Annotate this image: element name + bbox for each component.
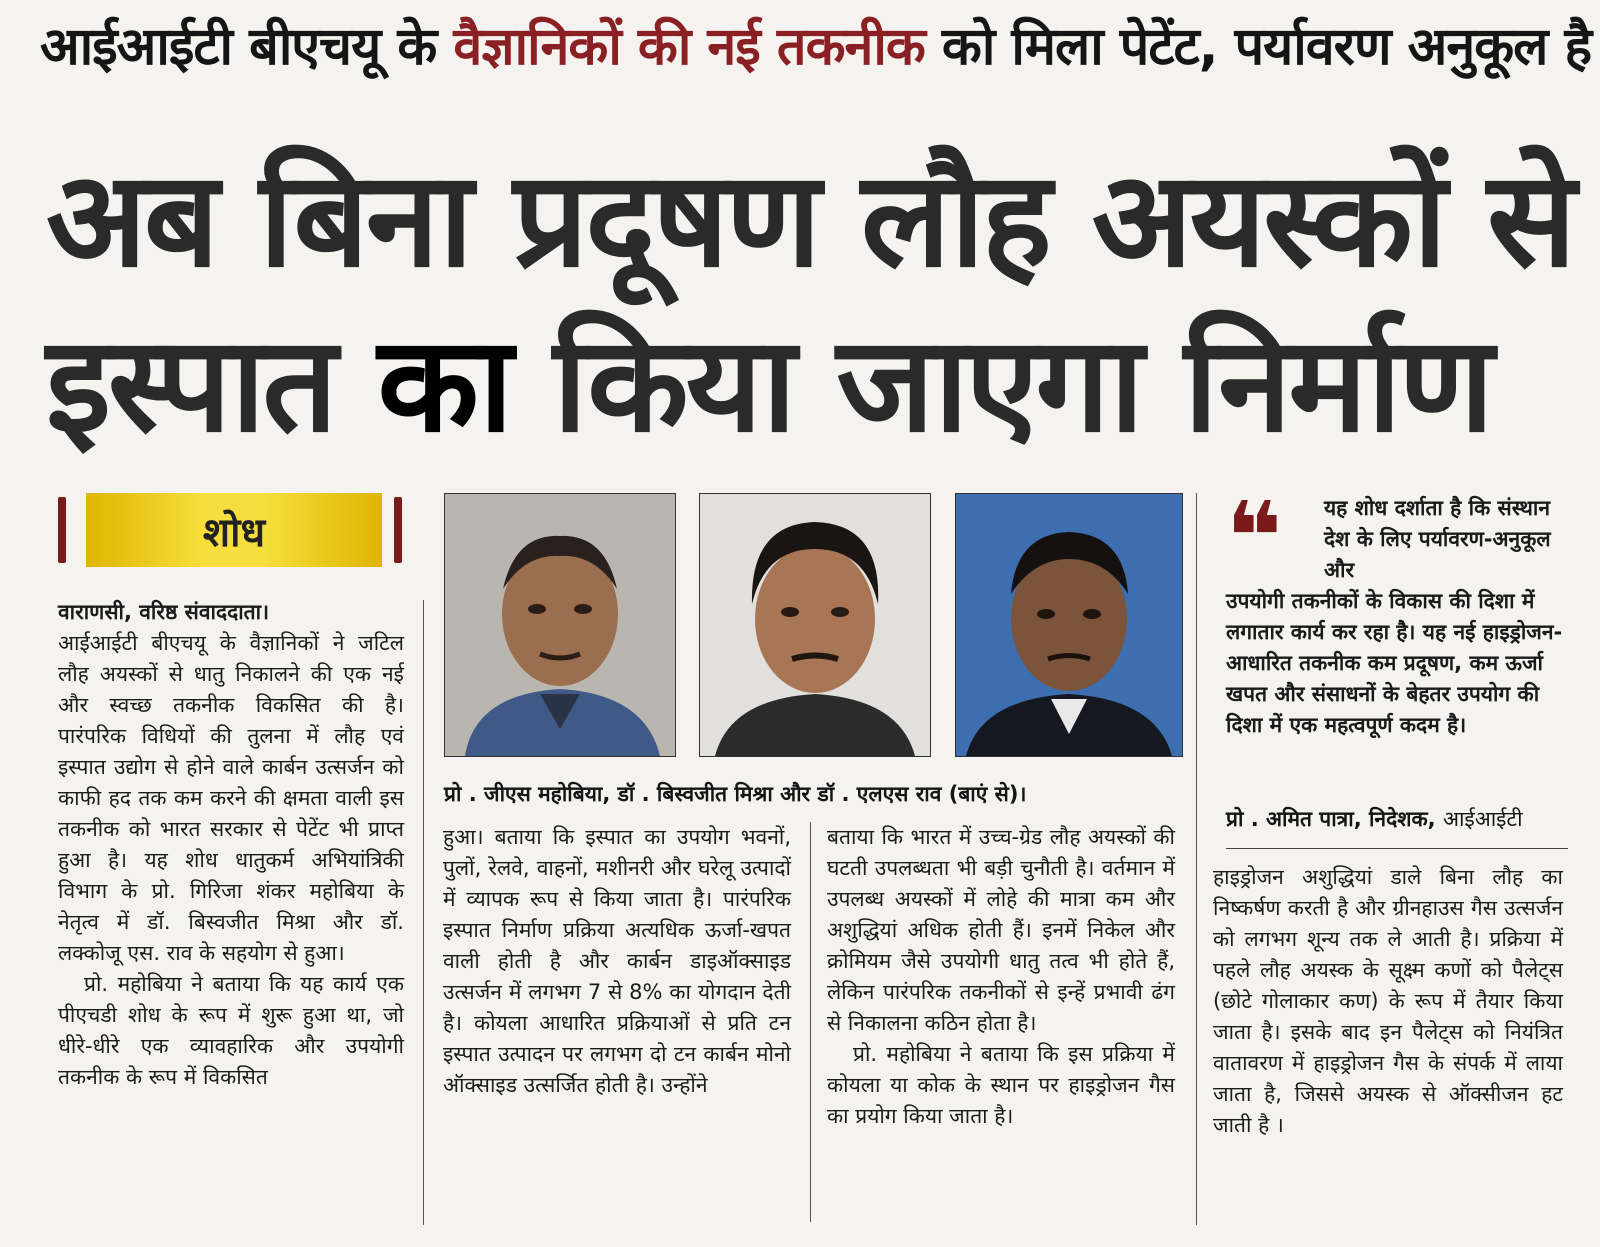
column2-paragraph1: हुआ। बताया कि इस्पात का उपयोग भवनों, पुलों, रेलवे, वाहनों, मशीनरी और घरेलू उत्पादों में व्यापक रूप से किया जाता है। पारंपरिक इस्पात निर्माण प्रक्रिया अत्यधिक ऊर्जा-खपत वाली होती है और कार्बन डाइऑक्साइड उत्सर्जन में लगभग 7 से 8% का योगदान देती है। कोयला आधारित प्रक्रियाओं से प्रति टन इस्पात उत्पादन पर लगभग दो टन कार्बन मोनो ऑक्साइड उत्सर्जित होती है। उन्होंने xyxy=(443,825,791,1097)
main-headline-line1: अब बिना प्रदूषण लौह अयस्कों से xyxy=(46,143,1574,297)
headline-line2-part-a: इस्पात xyxy=(46,308,378,462)
column3-paragraph1: बताया कि भारत में उच्च-ग्रेड लौह अयस्कों की घटती उपलब्धता भी बड़ी चुनौती है। वर्तमान में उपलब्ध अयस्कों में लोहे की मात्रा कम और अशुद्धियां अधिक होती हैं। इनमें निकेल और क्रोमियम जैसे उपयोगी धातु तत्व भी होते हैं, लेकिन पारंपरिक तकनीकों से इन्हें प्रभावी ढंग से निकालना कठिन होता है। xyxy=(827,825,1175,1035)
portrait-1-image xyxy=(445,494,675,756)
article-column-3 xyxy=(827,822,1175,1222)
headline-line2-part-c: किया जाएगा निर्माण xyxy=(510,308,1491,462)
quote-divider xyxy=(1226,848,1568,849)
article-column-4 xyxy=(1213,862,1563,1232)
kicker-part3: को मिला पेटेंट, पर्यावरण अनुकूल है xyxy=(924,17,1592,77)
quote-mark-icon: ❝ xyxy=(1226,481,1271,593)
quote-text xyxy=(1226,481,1566,741)
portrait-3-image xyxy=(956,494,1182,756)
photo-caption: प्रो . जीएस महोबिया, डॉ . बिस्वजीत मिश्रा और डॉ . एलएस राव (बाएं से)। xyxy=(444,782,1027,806)
pull-quote xyxy=(1226,481,1571,838)
tag-label: शोध xyxy=(202,509,266,556)
article-column-2 xyxy=(443,822,791,1222)
quote-lead: यह शोध दर्शाता है कि संस्थान देश के लिए पर्यावरण-अनुकूल और xyxy=(1324,496,1551,582)
tag-box xyxy=(86,493,382,567)
tag-right-bar xyxy=(394,497,402,563)
headline-line2-part-b: का xyxy=(377,308,511,462)
quote-author: प्रो . अमित पात्रा, निदेशक, xyxy=(1226,807,1443,831)
section-tag xyxy=(58,493,408,567)
kicker-part1: आईआईटी बीएचयू के xyxy=(40,17,454,77)
column1-paragraph1: आईआईटी बीएचयू के वैज्ञानिकों ने जटिल लौह अयस्कों से धातु निकालने की एक नई और स्वच्छ तकनीक विकसित की है। पारंपरिक विधियों की तुलना में लौह एवं इस्पात उद्योग से होने वाले कार्बन उत्सर्जन को काफी हद तक कम करने की क्षमता वाली इस तकनीक को भारत सरकार से पेटेंट भी प्राप्त हुआ है। यह शोध धातुकर्म अभियांत्रिकी विभाग के प्रो. गिरिजा शंकर महोबिया के नेतृत्व में डॉ. बिस्वजीत मिश्रा और डॉ. लक्कोजू एस. राव के सहयोग से हुआ। xyxy=(58,631,404,965)
kicker-part2: वैज्ञानिकों की नई तकनीक xyxy=(453,17,925,77)
main-headline-line2 xyxy=(46,300,1556,470)
column1-paragraph2: प्रो. महोबिया ने बताया कि यह कार्य एक पीएचडी शोध के रूप में शुरू हुआ था, जो धीरे-धीरे एक व्यावहारिक और उपयोगी तकनीक के रूप में विकसित xyxy=(58,972,404,1089)
column4-paragraph1: हाइड्रोजन अशुद्धियां डाले बिना लौह का निष्कर्षण करती है और ग्रीनहाउस गैस उत्सर्जन को लगभग शून्य तक ले आती है। प्रक्रिया में पहले लौह अयस्क के सूक्ष्म कणों को पैलेट्स (छोटे गोलाकार कण) के रूप में तैयार किया जाता है। इसके बाद इन पैलेट्स को नियंत्रित वातावरण में हाइड्रोजन गैस के संपर्क में लाया जाता है, जिससे अयस्क से ऑक्सीजन हट जाती है । xyxy=(1213,865,1563,1137)
column-divider xyxy=(1196,493,1197,1225)
quote-rest: उपयोगी तकनीकों के विकास की दिशा में लगातार कार्य कर रहा है। यह नई हाइड्रोजन-आधारित तकनीक कम प्रदूषण, कम ऊर्जा खपत और संसाधनों के बेहतर उपयोग की दिशा में एक महत्वपूर्ण कदम है। xyxy=(1226,589,1563,737)
dateline: वाराणसी, वरिष्ठ संवाददाता। xyxy=(58,600,270,624)
article-column-1 xyxy=(58,597,404,1227)
column-divider xyxy=(810,822,811,1222)
tag-left-bar xyxy=(58,497,66,563)
photo-dr-ls-rao xyxy=(955,493,1183,757)
kicker-headline xyxy=(40,8,1592,86)
quote-attribution xyxy=(1226,805,1523,833)
portrait-2-image xyxy=(700,494,930,756)
photo-dr-biswajit-mishra xyxy=(699,493,931,757)
column3-paragraph2: प्रो. महोबिया ने बताया कि इस प्रक्रिया में कोयला या कोक के स्थान पर हाइड्रोजन गैस का प्रयोग किया जाता है। xyxy=(827,1042,1175,1128)
column-divider xyxy=(423,600,424,1225)
photo-prof-mahobia xyxy=(444,493,676,757)
quote-institute: आईआईटी xyxy=(1442,807,1523,831)
